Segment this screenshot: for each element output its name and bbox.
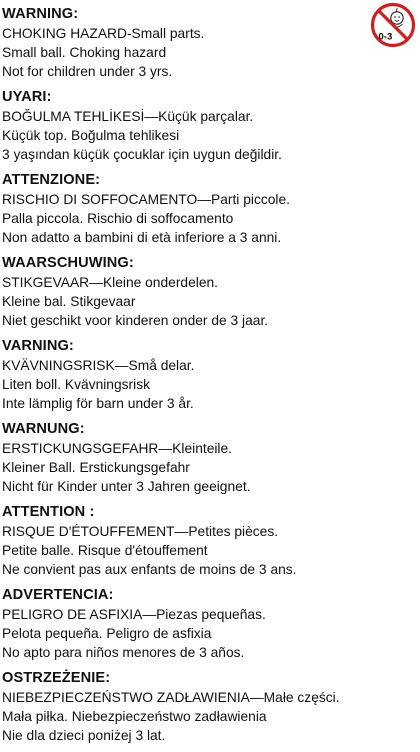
warning-section: [2, 5, 418, 81]
warning-heading: WARNUNG:: [2, 421, 85, 437]
warning-heading: WARNING:: [2, 6, 79, 22]
warning-heading: WAARSCHUWING:: [2, 255, 134, 271]
warning-sections: [2, 5, 418, 752]
warning-line: PELIGRO DE ASFIXIA—Piezas pequeñas.: [2, 607, 266, 622]
warning-line: Küçük top. Boğulma tehlikesi: [2, 128, 180, 143]
warning-line: CHOKING HAZARD-Small parts.: [2, 26, 205, 41]
warning-section: [2, 88, 418, 164]
warning-line: Nicht für Kinder unter 3 Jahren geeignet.: [2, 479, 251, 494]
warning-line: Niet geschikt voor kinderen onder de 3 jaar.: [2, 313, 269, 328]
warning-section: [2, 420, 418, 496]
warning-section: [2, 171, 418, 247]
warning-heading: ADVERTENCIA:: [2, 587, 114, 603]
warning-line: Inte lämplig för barn under 3 år.: [2, 396, 194, 411]
warning-line: 3 yaşından küçük çocuklar için uygun değildir.: [2, 147, 282, 162]
warning-line: KVÄVNINGSRISK—Små delar.: [2, 358, 195, 373]
warning-section: [2, 503, 418, 579]
warning-heading: VARNING:: [2, 338, 74, 354]
warning-line: Nie dla dzieci poniżej 3 lat.: [2, 728, 166, 743]
warning-line: ERSTICKUNGSGEFAHR—Kleinteile.: [2, 441, 233, 456]
warning-line: RISQUE D'ÉTOUFFEMENT—Petites pièces.: [2, 524, 279, 539]
warning-heading: ATTENZIONE:: [2, 172, 101, 188]
warning-line: BOĞULMA TEHLİKESİ—Küçük parçalar.: [2, 109, 254, 124]
warning-section: [2, 669, 418, 745]
warning-line: Kleiner Ball. Erstickungsgefahr: [2, 460, 190, 475]
warning-heading: UYARI:: [2, 89, 52, 105]
warning-line: Pelota pequeña. Peligro de asfixia: [2, 626, 212, 641]
warning-line: Kleine bal. Stikgevaar: [2, 294, 136, 309]
warning-line: Palla piccola. Rischio di soffocamento: [2, 211, 234, 226]
warning-line: Small ball. Choking hazard: [2, 45, 167, 60]
warning-line: NIEBEZPIECZEŃSTWO ZADŁAWIENIA—Małe części.: [2, 690, 340, 705]
warning-line: Liten boll. Kvävningsrisk: [2, 377, 151, 392]
warning-line: Petite balle. Risque d'étouffement: [2, 543, 208, 558]
warning-line: Mała piłka. Niebezpieczeństwo zadławienia: [2, 709, 267, 724]
warning-line: STIKGEVAAR—Kleine onderdelen.: [2, 275, 219, 290]
warning-heading: ATTENTION :: [2, 504, 95, 520]
warning-section: [2, 586, 418, 662]
warning-section: [2, 254, 418, 330]
warning-section: [2, 337, 418, 413]
warning-line: Not for children under 3 yrs.: [2, 64, 173, 79]
age-range-label: 0-3: [378, 31, 393, 43]
warning-line: Non adatto a bambini di età inferiore a 3 anni.: [2, 230, 282, 245]
warning-heading: OSTRZEŻENIE:: [2, 670, 111, 686]
warning-line: No apto para niños menores de 3 años.: [2, 645, 245, 660]
warning-line: RISCHIO DI SOFFOCAMENTO—Parti piccole.: [2, 192, 290, 207]
warning-line: Ne convient pas aux enfants de moins de 3 ans.: [2, 562, 297, 577]
